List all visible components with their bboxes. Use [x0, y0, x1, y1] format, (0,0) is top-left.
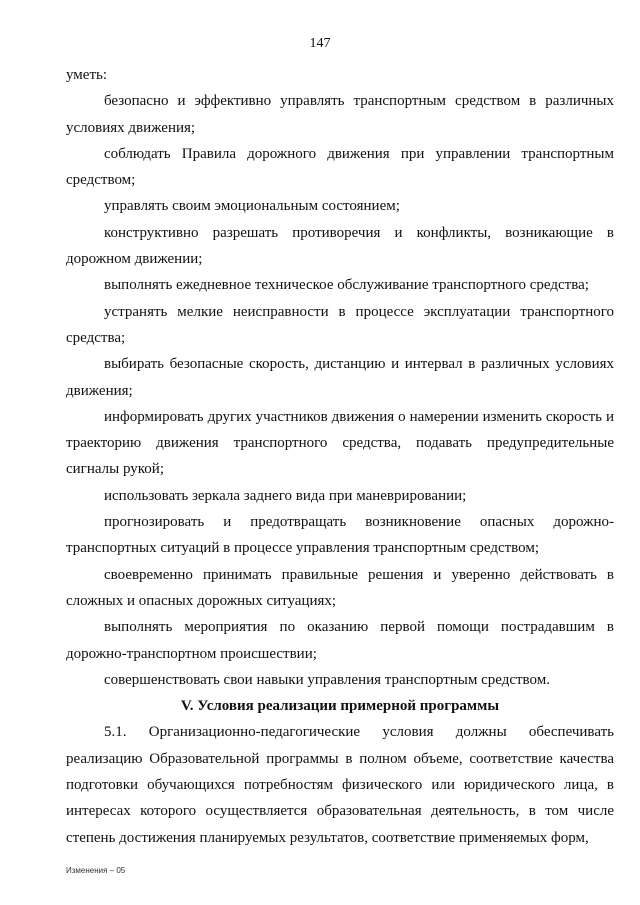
list-item: использовать зеркала заднего вида при маневрировании; — [104, 487, 467, 504]
list-item: информировать других участников движения о намерении изменить скорость и траекторию движения транспортного средства, подавать предупредительные сигналы рукой; — [66, 408, 614, 478]
page-number: 147 — [309, 36, 331, 51]
list-item: прогнозировать и предотвращать возникновение опасных дорожно-транспортных ситуаций в процессе управления транспортным средством; — [66, 514, 614, 557]
lead-text: уметь: — [66, 67, 108, 83]
section-heading: V. Условия реализации примерной программы — [180, 698, 500, 715]
list-item: устранять мелкие неисправности в процессе эксплуатации транспортного средства; — [66, 303, 614, 346]
list-item: конструктивно разрешать противоречия и конфликты, возникающие в дорожном движении; — [66, 224, 614, 268]
list-item: своевременно принимать правильные решения и уверенно действовать в сложных и опасных дорожных ситуациях; — [66, 566, 614, 609]
body-paragraph: 5.1. Организационно-педагогические условия должны обеспечивать реализацию Образовательной программы в полном объеме, соответствие качества подготовки обучающихся потребностям физического или юридического лица, в интересах которого осуществляется образовательная деятельность, в том числе степень достижения планируемых результатов, соответствие применяемых форм, — [66, 724, 614, 846]
list-item: управлять своим эмоциональным состоянием; — [104, 198, 400, 215]
list-item: соблюдать Правила дорожного движения при управлении транспортным средством; — [66, 145, 614, 189]
list-item: совершенствовать свои навыки управления транспортным средством. — [104, 671, 550, 688]
list-item: выполнять мероприятия по оказанию первой помощи пострадавшим в дорожно-транспортном происшествии; — [66, 619, 614, 662]
list-item: безопасно и эффективно управлять транспортным средством в различных условиях движения; — [66, 93, 614, 136]
document-body — [66, 62, 614, 851]
list-item: выполнять ежедневное техническое обслуживание транспортного средства; — [104, 277, 589, 294]
footer-note: Изменения – 05 — [66, 866, 126, 875]
list-item: выбирать безопасные скорость, дистанцию и интервал в различных условиях движения; — [66, 356, 614, 399]
